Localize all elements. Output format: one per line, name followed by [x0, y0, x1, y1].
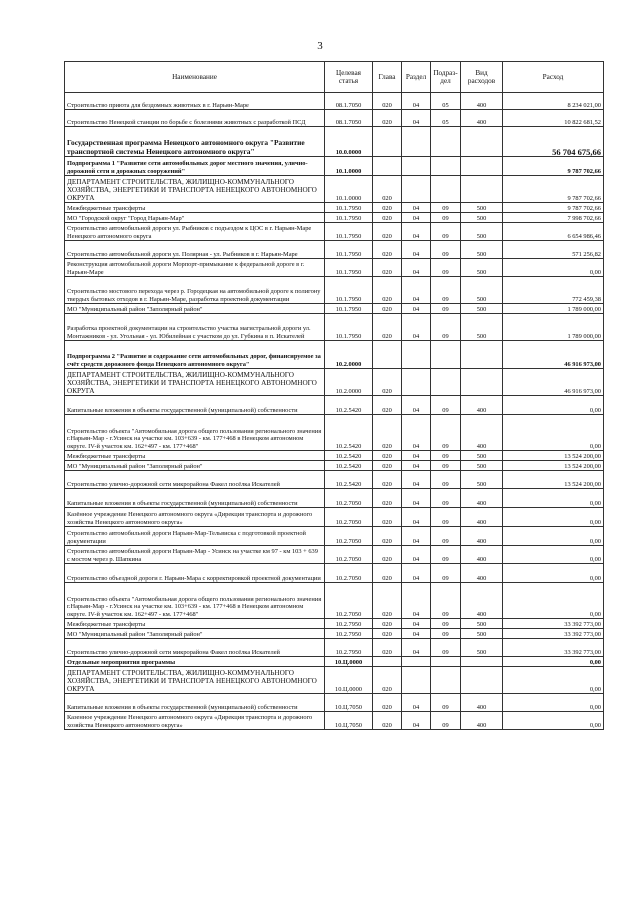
cell-section: 04 — [402, 489, 431, 508]
cell-name: Строительство мостового перехода через р. Городецкая на автомобильной дороге к полигону твердых бытовых отходов в г. Нарьян-Маре, разработка проектной документации — [65, 277, 325, 304]
cell-expense-type: 500 — [461, 639, 503, 657]
cell-section: 04 — [402, 508, 431, 527]
cell-amount: 33 392 773,00 — [503, 619, 604, 629]
cell-chapter: 020 — [373, 667, 402, 694]
cell-expense-type: 400 — [461, 583, 503, 619]
cell-chapter: 020 — [373, 639, 402, 657]
cell-chapter: 020 — [373, 277, 402, 304]
cell-expense-type: 400 — [461, 415, 503, 451]
cell-chapter: 020 — [373, 451, 402, 461]
cell-target-article: 10.2.7050 — [325, 508, 373, 527]
cell-section: 04 — [402, 546, 431, 564]
table-body — [65, 93, 604, 730]
cell-subsection: 09 — [431, 461, 461, 471]
cell-name: Строительство приюта для бездомных животных в г. Нарьян-Маре — [65, 93, 325, 110]
table-row — [65, 619, 604, 629]
cell-subsection: 09 — [431, 694, 461, 712]
cell-section: 04 — [402, 471, 431, 489]
table-row — [65, 471, 604, 489]
cell-name: Строительство улично-дорожной сети микрорайона Факел посёлка Искателей — [65, 639, 325, 657]
cell-name: МО "Муниципальный район "Заполярный район" — [65, 304, 325, 314]
table-row — [65, 259, 604, 277]
cell-expense-type: 500 — [461, 213, 503, 223]
budget-table — [64, 61, 604, 730]
cell-name: Казенное учреждение Ненецкого автономного округа «Дирекция транспорта и дорожного хозяйства Ненецкого автономного округа» — [65, 712, 325, 730]
table-row — [65, 213, 604, 223]
cell-amount: 46 916 973,00 — [503, 341, 604, 369]
cell-target-article: 10.1.0000 — [325, 157, 373, 176]
cell-subsection: 09 — [431, 629, 461, 639]
table-row — [65, 657, 604, 667]
header-expense-type: Вид расходов — [461, 62, 503, 93]
table-row — [65, 223, 604, 241]
table-row — [65, 694, 604, 712]
table-row — [65, 461, 604, 471]
cell-amount: 0,00 — [503, 694, 604, 712]
cell-target-article: 08.1.7050 — [325, 93, 373, 110]
cell-amount: 0,00 — [503, 259, 604, 277]
cell-name: Капитальные вложения в объекты государственной (муниципальной) собственности — [65, 489, 325, 508]
cell-chapter: 020 — [373, 93, 402, 110]
cell-subsection: 09 — [431, 223, 461, 241]
cell-section: 04 — [402, 396, 431, 415]
cell-subsection: 09 — [431, 712, 461, 730]
cell-expense-type: 400 — [461, 508, 503, 527]
cell-expense-type: 500 — [461, 241, 503, 259]
cell-name: Строительство улично-дорожной сети микрорайона Факел посёлка Искателей — [65, 471, 325, 489]
cell-amount: 0,00 — [503, 712, 604, 730]
cell-subsection: 09 — [431, 527, 461, 546]
table-row — [65, 527, 604, 546]
cell-target-article: 10.1.7950 — [325, 259, 373, 277]
cell-section: 04 — [402, 213, 431, 223]
cell-amount: 0,00 — [503, 667, 604, 694]
table-row — [65, 277, 604, 304]
cell-name: Отдельные мероприятия программы — [65, 657, 325, 667]
cell-target-article: 10.2.7950 — [325, 619, 373, 629]
cell-amount: 0,00 — [503, 546, 604, 564]
cell-chapter: 020 — [373, 259, 402, 277]
table-row — [65, 396, 604, 415]
header-subsection: Подраз-дел — [431, 62, 461, 93]
cell-expense-type: 400 — [461, 564, 503, 583]
cell-expense-type: 400 — [461, 712, 503, 730]
cell-section: 04 — [402, 564, 431, 583]
header-target-article: Целевая статья — [325, 62, 373, 93]
cell-name: Казённое учреждение Ненецкого автономного округа «Дирекция транспорта и дорожного хозяйства Ненецкого автономного округа» — [65, 508, 325, 527]
cell-chapter — [373, 657, 402, 667]
cell-amount: 10 822 681,52 — [503, 110, 604, 127]
cell-amount: 1 789 000,00 — [503, 314, 604, 341]
cell-expense-type: 500 — [461, 223, 503, 241]
cell-name: Капитальные вложения в объекты государственной (муниципальной) собственности — [65, 396, 325, 415]
table-row — [65, 508, 604, 527]
table-row — [65, 176, 604, 203]
cell-amount: 56 704 675,66 — [503, 127, 604, 157]
cell-target-article: 10.1.7950 — [325, 304, 373, 314]
cell-chapter: 020 — [373, 564, 402, 583]
cell-subsection: 09 — [431, 489, 461, 508]
cell-subsection — [431, 369, 461, 396]
cell-amount: 9 787 702,66 — [503, 176, 604, 203]
table-row — [65, 241, 604, 259]
cell-section: 04 — [402, 203, 431, 213]
cell-name: Строительство объездной дороги г. Нарьян-Мара с корректировкой проектной документации — [65, 564, 325, 583]
cell-section: 04 — [402, 93, 431, 110]
cell-expense-type: 500 — [461, 304, 503, 314]
cell-target-article: 10.2.5420 — [325, 461, 373, 471]
cell-section — [402, 157, 431, 176]
cell-target-article: 10.1.7950 — [325, 277, 373, 304]
cell-amount: 7 998 702,66 — [503, 213, 604, 223]
cell-chapter: 020 — [373, 508, 402, 527]
table-row — [65, 451, 604, 461]
cell-chapter: 020 — [373, 369, 402, 396]
cell-target-article: 10.2.5420 — [325, 471, 373, 489]
cell-amount: 8 234 021,00 — [503, 93, 604, 110]
cell-subsection: 09 — [431, 415, 461, 451]
cell-amount: 772 459,38 — [503, 277, 604, 304]
cell-target-article: 10.2.7950 — [325, 639, 373, 657]
cell-expense-type: 500 — [461, 471, 503, 489]
cell-section: 04 — [402, 712, 431, 730]
table-row — [65, 489, 604, 508]
cell-name: Строительство Ненецкой станции по борьбе с болезнями животных с разработкой ПСД — [65, 110, 325, 127]
cell-subsection: 09 — [431, 619, 461, 629]
cell-expense-type: 500 — [461, 451, 503, 461]
cell-chapter — [373, 157, 402, 176]
cell-target-article: 10.2.5420 — [325, 415, 373, 451]
cell-expense-type — [461, 176, 503, 203]
cell-target-article: 10.1.7950 — [325, 203, 373, 213]
cell-chapter: 020 — [373, 619, 402, 629]
cell-target-article: 10.1.7950 — [325, 241, 373, 259]
cell-amount: 0,00 — [503, 489, 604, 508]
cell-target-article: 08.1.7050 — [325, 110, 373, 127]
cell-section: 04 — [402, 629, 431, 639]
cell-subsection — [431, 157, 461, 176]
cell-expense-type — [461, 667, 503, 694]
cell-chapter: 020 — [373, 546, 402, 564]
cell-expense-type: 400 — [461, 527, 503, 546]
cell-target-article: 10.Ц.0000 — [325, 667, 373, 694]
cell-section: 04 — [402, 223, 431, 241]
table-row — [65, 639, 604, 657]
cell-amount: 46 916 973,00 — [503, 369, 604, 396]
cell-subsection — [431, 176, 461, 203]
cell-section: 04 — [402, 259, 431, 277]
cell-target-article: 10.Ц.0000 — [325, 657, 373, 667]
cell-subsection: 09 — [431, 451, 461, 461]
cell-name: Строительство объекта "Автомобильная дорога общего пользования регионального значения г.Нарьян-Мар - г.Усинск на участке км. 103+639 - км. 177+468 в Ненецком автономном округе. IV-й участок км. 162+497 - км. 177+468" — [65, 583, 325, 619]
cell-expense-type — [461, 127, 503, 157]
cell-name: Строительство автомобильной дороги ул. Полярная - ул. Рыбников в г. Нарьян-Маре — [65, 241, 325, 259]
cell-expense-type: 500 — [461, 461, 503, 471]
cell-name: Строительство автомобильной дороги Нарьян-Мар - Усинск на участке км 97 - км 103 + 639 с мостом через р. Шапкина — [65, 546, 325, 564]
cell-chapter: 020 — [373, 415, 402, 451]
header-amount: Расход — [503, 62, 604, 93]
cell-name: Межбюджетные трансферты — [65, 619, 325, 629]
table-row — [65, 583, 604, 619]
cell-chapter — [373, 127, 402, 157]
cell-name: Государственная программа Ненецкого автономного округа "Развитие транспортной системы Ненецкого автономного округа" — [65, 127, 325, 157]
cell-target-article: 10.0.0000 — [325, 127, 373, 157]
cell-amount: 0,00 — [503, 527, 604, 546]
cell-subsection — [431, 127, 461, 157]
cell-chapter: 020 — [373, 314, 402, 341]
cell-subsection — [431, 341, 461, 369]
cell-target-article: 10.1.0000 — [325, 176, 373, 203]
cell-subsection: 09 — [431, 471, 461, 489]
cell-target-article: 10.2.7050 — [325, 583, 373, 619]
table-row — [65, 203, 604, 213]
cell-target-article: 10.1.7950 — [325, 314, 373, 341]
cell-amount: 6 654 986,46 — [503, 223, 604, 241]
cell-subsection: 09 — [431, 241, 461, 259]
cell-chapter: 020 — [373, 694, 402, 712]
cell-name: ДЕПАРТАМЕНТ СТРОИТЕЛЬСТВА, ЖИЛИЩНО-КОММУНАЛЬНОГО ХОЗЯЙСТВА, ЭНЕРГЕТИКИ И ТРАНСПОРТА НЕНЕЦКОГО АВТОНОМНОГО ОКРУГА — [65, 176, 325, 203]
cell-section — [402, 657, 431, 667]
cell-chapter: 020 — [373, 203, 402, 213]
cell-chapter: 020 — [373, 471, 402, 489]
cell-subsection: 09 — [431, 583, 461, 619]
cell-name: Строительство объекта "Автомобильная дорога общего пользования регионального значения г.Нарьян-Мар - г.Усинск на участке км. 103+639 - км. 177+468 в Ненецком автономном округе. IV-й участок км. 162+497 - км. 177+468" — [65, 415, 325, 451]
cell-expense-type — [461, 341, 503, 369]
table-row — [65, 157, 604, 176]
cell-chapter: 020 — [373, 396, 402, 415]
cell-expense-type: 500 — [461, 277, 503, 304]
cell-section: 04 — [402, 694, 431, 712]
cell-expense-type: 400 — [461, 694, 503, 712]
cell-section: 04 — [402, 304, 431, 314]
table-row — [65, 546, 604, 564]
cell-chapter: 020 — [373, 712, 402, 730]
cell-amount: 0,00 — [503, 564, 604, 583]
cell-section: 04 — [402, 314, 431, 341]
cell-name: Межбюджетные трансферты — [65, 203, 325, 213]
cell-subsection: 09 — [431, 546, 461, 564]
cell-name: Строительство автомобильной дороги Нарьян-Мар-Тельвиска с подготовкой проектной документации — [65, 527, 325, 546]
cell-name: Подпрограмма 2 "Развитие и содержание сети автомобильных дорог, финансируемое за счёт средств дорожного фонда Ненецкого автономного округа" — [65, 341, 325, 369]
cell-section: 04 — [402, 451, 431, 461]
cell-expense-type — [461, 369, 503, 396]
cell-name: МО "Муниципальный район "Заполярный район" — [65, 629, 325, 639]
cell-name: ДЕПАРТАМЕНТ СТРОИТЕЛЬСТВА, ЖИЛИЩНО-КОММУНАЛЬНОГО ХОЗЯЙСТВА, ЭНЕРГЕТИКИ И ТРАНСПОРТА НЕНЕЦКОГО АВТОНОМНОГО ОКРУГА — [65, 369, 325, 396]
cell-target-article: 10.2.7050 — [325, 564, 373, 583]
cell-section — [402, 176, 431, 203]
cell-amount: 0,00 — [503, 508, 604, 527]
cell-amount: 33 392 773,00 — [503, 639, 604, 657]
cell-section: 04 — [402, 583, 431, 619]
cell-chapter — [373, 341, 402, 369]
table-row — [65, 304, 604, 314]
cell-expense-type: 500 — [461, 619, 503, 629]
cell-subsection: 05 — [431, 93, 461, 110]
cell-target-article: 10.2.7950 — [325, 629, 373, 639]
cell-amount: 9 787 702,66 — [503, 157, 604, 176]
cell-subsection: 09 — [431, 564, 461, 583]
cell-subsection: 09 — [431, 259, 461, 277]
cell-chapter: 020 — [373, 583, 402, 619]
cell-subsection: 09 — [431, 314, 461, 341]
header-chapter: Глава — [373, 62, 402, 93]
cell-target-article: 10.2.7050 — [325, 527, 373, 546]
cell-chapter: 020 — [373, 110, 402, 127]
cell-chapter: 020 — [373, 223, 402, 241]
cell-chapter: 020 — [373, 241, 402, 259]
cell-section: 04 — [402, 415, 431, 451]
cell-expense-type: 500 — [461, 314, 503, 341]
page-number: 3 — [317, 40, 323, 52]
cell-expense-type: 400 — [461, 396, 503, 415]
cell-expense-type: 500 — [461, 629, 503, 639]
cell-name: Межбюджетные трансферты — [65, 451, 325, 461]
cell-name: МО "Муниципальный район "Заполярный район" — [65, 461, 325, 471]
cell-target-article: 10.Ц.7050 — [325, 694, 373, 712]
cell-expense-type: 400 — [461, 110, 503, 127]
cell-amount: 0,00 — [503, 583, 604, 619]
cell-subsection: 09 — [431, 213, 461, 223]
cell-target-article: 10.2.5420 — [325, 396, 373, 415]
table-row — [65, 110, 604, 127]
cell-subsection — [431, 667, 461, 694]
table-row — [65, 629, 604, 639]
cell-target-article: 10.2.0000 — [325, 369, 373, 396]
cell-chapter: 020 — [373, 461, 402, 471]
cell-expense-type: 400 — [461, 546, 503, 564]
table-row — [65, 341, 604, 369]
table-row — [65, 127, 604, 157]
table-row — [65, 667, 604, 694]
table-header-row — [65, 62, 604, 93]
table-row — [65, 712, 604, 730]
cell-target-article: 10.2.0000 — [325, 341, 373, 369]
cell-name: Капитальные вложения в объекты государственной (муниципальной) собственности — [65, 694, 325, 712]
cell-amount: 13 524 200,00 — [503, 451, 604, 461]
cell-name: Подпрограмма 1 "Развитие сети автомобильных дорог местного значения, улично-дорожной сети и дорожных сооружений" — [65, 157, 325, 176]
cell-subsection: 09 — [431, 203, 461, 213]
cell-subsection: 09 — [431, 304, 461, 314]
cell-chapter: 020 — [373, 527, 402, 546]
cell-subsection: 09 — [431, 508, 461, 527]
cell-section: 04 — [402, 110, 431, 127]
cell-expense-type: 400 — [461, 489, 503, 508]
cell-amount: 0,00 — [503, 396, 604, 415]
cell-amount: 13 524 200,00 — [503, 471, 604, 489]
cell-name: Строительство автомобильной дороги ул. Рыбников с подъездом к ЦОС в г. Нарьян-Маре Ненецкого автономного округа — [65, 223, 325, 241]
cell-amount: 0,00 — [503, 415, 604, 451]
table-row — [65, 415, 604, 451]
cell-section: 04 — [402, 277, 431, 304]
cell-target-article: 10.2.7050 — [325, 546, 373, 564]
cell-section: 04 — [402, 527, 431, 546]
cell-chapter: 020 — [373, 629, 402, 639]
cell-amount: 1 789 000,00 — [503, 304, 604, 314]
cell-section: 04 — [402, 619, 431, 629]
table-row — [65, 564, 604, 583]
cell-section: 04 — [402, 639, 431, 657]
cell-amount: 13 524 200,00 — [503, 461, 604, 471]
cell-section — [402, 127, 431, 157]
cell-target-article: 10.1.7950 — [325, 213, 373, 223]
cell-section — [402, 667, 431, 694]
cell-target-article: 10.Ц.7050 — [325, 712, 373, 730]
cell-subsection: 09 — [431, 639, 461, 657]
cell-section: 04 — [402, 461, 431, 471]
cell-target-article: 10.2.5420 — [325, 451, 373, 461]
cell-expense-type: 400 — [461, 93, 503, 110]
cell-name: МО "Городской округ "Город Нарьян-Мар" — [65, 213, 325, 223]
header-name: Наименование — [65, 62, 325, 93]
header-section: Раздел — [402, 62, 431, 93]
cell-name: Разработка проектной документации на строительство участка магистральной дороги ул. Монтажников - ул. Угольная - ул. Юбилейная с участком до ул. Губкина в п. Искателей — [65, 314, 325, 341]
cell-amount: 33 392 773,00 — [503, 629, 604, 639]
cell-section: 04 — [402, 241, 431, 259]
cell-subsection — [431, 657, 461, 667]
cell-name: ДЕПАРТАМЕНТ СТРОИТЕЛЬСТВА, ЖИЛИЩНО-КОММУНАЛЬНОГО ХОЗЯЙСТВА, ЭНЕРГЕТИКИ И ТРАНСПОРТА НЕНЕЦКОГО АВТОНОМНОГО ОКРУГА — [65, 667, 325, 694]
cell-expense-type — [461, 157, 503, 176]
cell-amount: 9 787 702,66 — [503, 203, 604, 213]
cell-amount: 571 256,82 — [503, 241, 604, 259]
cell-chapter: 020 — [373, 213, 402, 223]
cell-expense-type — [461, 657, 503, 667]
table-row — [65, 314, 604, 341]
cell-subsection: 05 — [431, 110, 461, 127]
cell-name: Реконструкция автомобильной дороги Морпорт-примыкание к федеральной дороге в г. Нарьян-Маре — [65, 259, 325, 277]
cell-target-article: 10.1.7950 — [325, 223, 373, 241]
cell-chapter: 020 — [373, 176, 402, 203]
cell-section — [402, 369, 431, 396]
table-row — [65, 369, 604, 396]
cell-subsection: 09 — [431, 396, 461, 415]
cell-expense-type: 500 — [461, 259, 503, 277]
cell-expense-type: 500 — [461, 203, 503, 213]
table-row — [65, 93, 604, 110]
cell-amount: 0,00 — [503, 657, 604, 667]
cell-chapter: 020 — [373, 304, 402, 314]
cell-target-article: 10.2.7050 — [325, 489, 373, 508]
cell-section — [402, 341, 431, 369]
cell-chapter: 020 — [373, 489, 402, 508]
cell-subsection: 09 — [431, 277, 461, 304]
